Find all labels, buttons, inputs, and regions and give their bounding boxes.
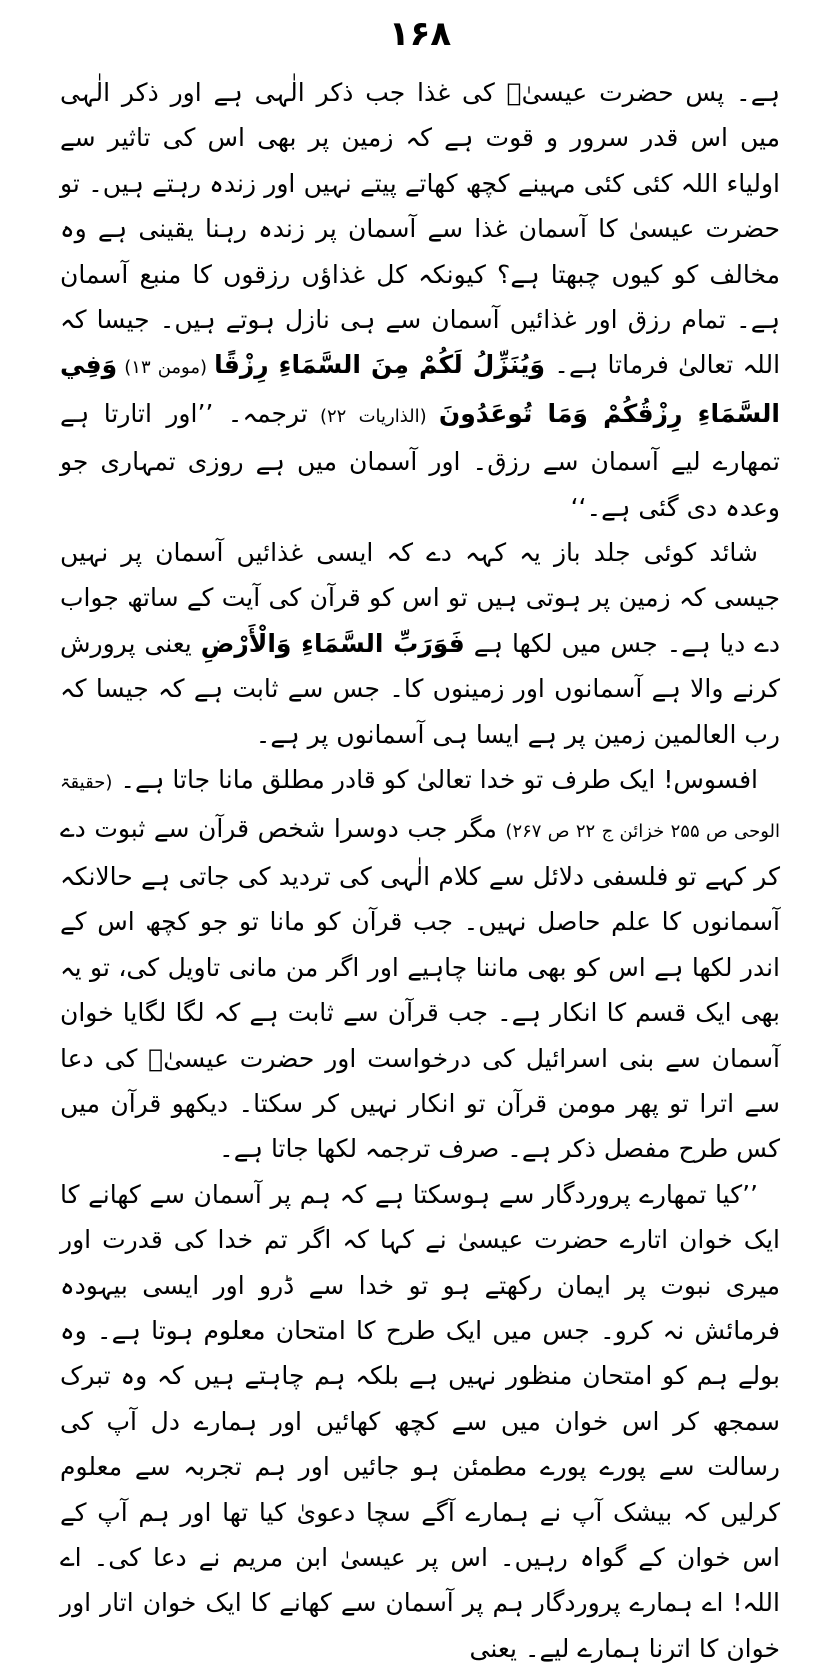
reference: (مومن ۱۳) xyxy=(117,357,215,379)
text-segment: ’’کیا تمھارے پروردگار سے ہوسکتا ہے کہ ہم پر آسمان سے کھانے کا ایک خوان اتارے حضرت عیسیٰ نے کہا کہ اگر تم خدا کی قدرت اور میری نبوت پر ایمان رکھتے ہو تو خدا سے ڈرو اور ایسی بیہودہ فرمائش نہ کرو۔ جس میں ایک طرح کا امتحان معلوم ہوتا ہے۔ وہ بولے ہم کو امتحان منظور نہیں ہے بلکہ ہم چاہتے ہیں کہ وہ تبرک سمجھ کر اس خوان میں سے کچھ کھائیں اور ہمارے دل آپ کی رسالت سے پورے پورے مطمئن ہو جائیں اور ہم تجربہ سے معلوم کرلیں کہ بیشک آپ نے ہمارے آگے سچا دعویٰ کیا تھا اور ہم آپ کے اس خوان کے گواہ رہیں۔ اس پر عیسیٰ ابن مریم نے دعا کی۔ اے اللہ! اے ہمارے پروردگار ہم پر آسمان سے کھانے کا ایک خوان اتار اور خوان کا اترنا ہمارے لیے۔ یعنی xyxy=(60,1179,780,1663)
body-text xyxy=(60,70,780,1671)
text-segment: یعنی پرورش کرنے والا ہے آسمانوں اور زمینوں کا۔ جس سے ثابت ہے کہ جیسا کہ رب العالمین زمین پر ہے ایسا ہی آسمانوں پر ہے۔ xyxy=(60,628,780,749)
paragraph xyxy=(60,757,780,1172)
text-segment: افسوس! ایک طرف تو خدا تعالیٰ کو قادر مطلق مانا جاتا ہے۔ xyxy=(112,765,758,795)
reference: (حقیقۃ الوحی ص ۲۵۵ خزائن ج ۲۲ ص ۲۶۷) xyxy=(60,772,780,842)
page-number: ۱۶۸ xyxy=(388,14,452,54)
text-segment: شائد کوئی جلد باز یہ کہہ دے کہ ایسی غذائیں آسمان پر نہیں جیسی کہ زمین پر ہوتی ہیں تو اس کو قرآن کی آیت کے ساتھ جواب دے دیا ہے۔ جس میں لکھا ہے xyxy=(60,538,780,658)
text-segment: ہے۔ پس حضرت عیسیٰؑ کی غذا جب ذکر الٰہی ہے اور ذکر الٰہی میں اس قدر سرور و قوت ہے کہ زمین پر بھی اس کی تاثیر سے اولیاء اللہ کئی کئی مہینے کچھ کھاتے پیتے نہیں اور زندہ رہتے ہیں۔ تو حضرت عیسیٰ کا آسمان غذا سے آسمان پر زندہ رہنا یقینی ہے وہ مخالف کو کیوں چبھتا ہے؟ کیونکہ کل غذاؤں رزقوں کا منبع آسمان ہے۔ تمام رزق اور غذائیں آسمان سے ہی نازل ہوتے ہیں۔ جیسا کہ اللہ تعالیٰ فرماتا ہے۔ xyxy=(60,78,781,380)
paragraph xyxy=(60,530,780,757)
quran-verse: فَوَرَبِّ السَّمَاءِ وَالْأَرْضِ xyxy=(200,628,465,658)
quran-verse: وَفِي السَّمَاءِ رِزْقُكُمْ وَمَا تُوعَدُونَ xyxy=(60,350,780,428)
paragraph xyxy=(60,70,780,530)
reference: (الذاریات ۲۲) xyxy=(307,405,439,427)
text-segment: ترجمہ۔ ’’اور اتارتا ہے تمھارے لیے آسمان سے رزق۔ اور آسمان میں ہے روزی تمہاری جو وعدہ دی گئی ہے۔‘‘ xyxy=(60,398,780,522)
quran-verse: وَيُنَزِّلُ لَكُمْ مِنَ السَّمَاءِ رِزْقًا xyxy=(214,350,546,380)
paragraph xyxy=(60,1172,780,1671)
text-segment: مگر جب دوسرا شخص قرآن سے ثبوت دے کر کہے تو فلسفی دلائل سے کلام الٰہی کی تردید کی جاتی ہے حالانکہ آسمانوں کا علم حاصل نہیں۔ جب قرآن کو مانا تو جو کچھ اس کے اندر لکھا ہے اس کو بھی ماننا چاہیے اور اگر من مانی تاویل کی، تو یہ بھی ایک قسم کا انکار ہے۔ جب قرآن سے ثابت ہے کہ لگا لگایا خوان آسمان سے بنی اسرائیل کی درخواست اور حضرت عیسیٰؑ کی دعا سے اترا تو پھر مومن قرآن تو انکار نہیں کر سکتا۔ دیکھو قرآن میں کس طرح مفصل ذکر ہے۔ صرف ترجمہ لکھا جاتا ہے۔ xyxy=(60,813,780,1164)
